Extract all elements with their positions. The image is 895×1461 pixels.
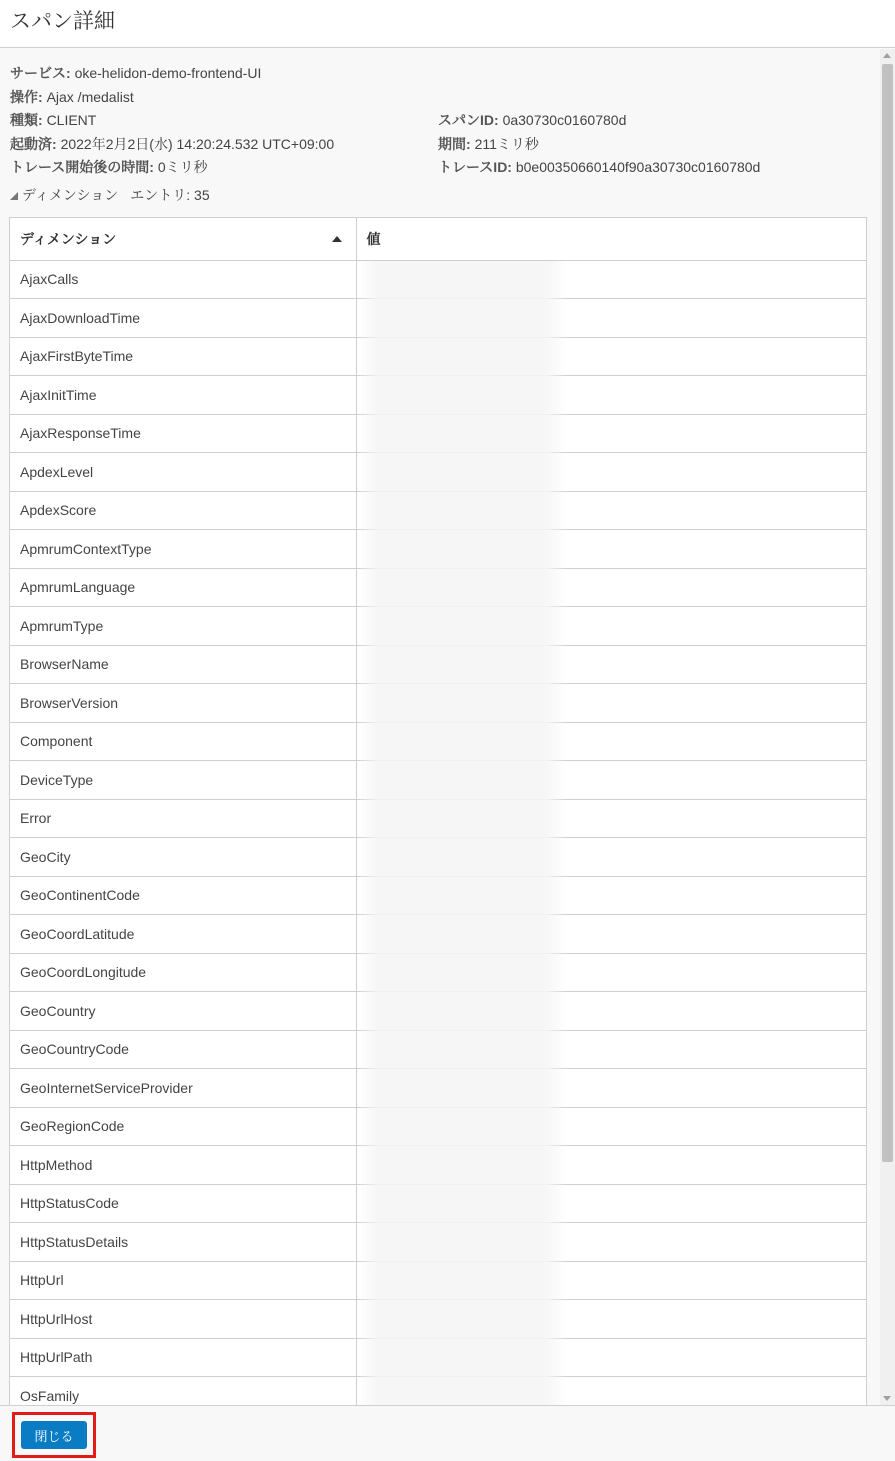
dimension-value-cell <box>356 799 866 838</box>
dialog-body[interactable] <box>0 49 880 1405</box>
dimension-name-cell: DeviceType <box>10 761 356 800</box>
dialog-title: スパン詳細 <box>10 10 115 33</box>
dimension-name-cell: BrowserName <box>10 645 356 684</box>
dimension-value-cell <box>356 1146 866 1185</box>
vertical-scrollbar[interactable] <box>880 49 895 1405</box>
scroll-up-arrow-icon[interactable] <box>883 53 891 58</box>
table-row <box>10 1261 866 1300</box>
dimension-value-cell <box>356 414 866 453</box>
entries-count: 35 <box>194 187 210 203</box>
dimension-value-cell <box>356 1338 866 1377</box>
dimension-value-cell <box>356 491 866 530</box>
dimension-value-cell <box>356 684 866 723</box>
dimension-value-cell <box>356 645 866 684</box>
table-row <box>10 1030 866 1069</box>
dimensions-table <box>9 217 867 1405</box>
dimension-name-cell: OsFamily <box>10 1377 356 1406</box>
entries-label: エントリ: <box>130 187 191 203</box>
dimension-value-cell <box>356 607 866 646</box>
table-row <box>10 607 866 646</box>
span-id-label: スパンID: <box>438 112 499 128</box>
service-label: サービス: <box>10 65 71 81</box>
table-row <box>10 1146 866 1185</box>
dimension-name-cell: AjaxInitTime <box>10 376 356 415</box>
dimension-value-cell <box>356 761 866 800</box>
dimension-value-cell <box>356 992 866 1031</box>
dimension-name-cell: GeoCity <box>10 838 356 877</box>
dimension-name-cell: Component <box>10 722 356 761</box>
operation-value: Ajax /medalist <box>46 89 134 105</box>
dimension-name-cell: ApmrumLanguage <box>10 568 356 607</box>
service-line <box>10 63 261 83</box>
dimension-name-cell: ApdexScore <box>10 491 356 530</box>
dimension-value-cell <box>356 915 866 954</box>
dimension-name-cell: AjaxFirstByteTime <box>10 337 356 376</box>
dimension-value-cell <box>356 453 866 492</box>
table-row <box>10 953 866 992</box>
sort-ascending-icon[interactable] <box>332 236 342 242</box>
column-header-value-label: 値 <box>366 230 381 247</box>
dimension-value-cell <box>356 1377 866 1406</box>
dimension-name-cell: HttpMethod <box>10 1146 356 1185</box>
dimension-name-cell: Error <box>10 799 356 838</box>
dimension-name-cell: HttpUrlHost <box>10 1300 356 1339</box>
table-row <box>10 1377 866 1406</box>
table-row <box>10 1300 866 1339</box>
since-trace-label: トレース開始後の時間: <box>10 159 154 175</box>
column-header-dimension[interactable] <box>10 218 356 260</box>
operation-label: 操作: <box>10 89 43 105</box>
dimension-value-cell <box>356 568 866 607</box>
dimension-value-cell <box>356 1184 866 1223</box>
table-row <box>10 453 866 492</box>
dimension-value-cell <box>356 1069 866 1108</box>
duration-label: 期間: <box>438 136 471 152</box>
table-row <box>10 1223 866 1262</box>
span-id-line <box>438 110 626 130</box>
close-button-highlight <box>12 1412 96 1458</box>
dimension-name-cell: HttpUrlPath <box>10 1338 356 1377</box>
dimension-value-cell <box>356 1223 866 1262</box>
dimension-value-cell <box>356 838 866 877</box>
dimension-value-cell <box>356 260 866 299</box>
scrollbar-thumb[interactable] <box>882 64 893 1162</box>
scroll-down-arrow-icon[interactable] <box>883 1396 891 1401</box>
dimension-value-cell <box>356 1261 866 1300</box>
column-header-dimension-label: ディメンション <box>20 230 117 247</box>
dimension-name-cell: ApdexLevel <box>10 453 356 492</box>
table-row <box>10 838 866 877</box>
table-row <box>10 491 866 530</box>
dimension-name-cell: GeoInternetServiceProvider <box>10 1069 356 1108</box>
dimension-name-cell: GeoCountryCode <box>10 1030 356 1069</box>
dialog-footer <box>0 1405 895 1461</box>
dimension-value-cell <box>356 337 866 376</box>
dimension-value-cell <box>356 376 866 415</box>
collapse-triangle-icon <box>10 192 18 200</box>
table-row <box>10 299 866 338</box>
dimension-name-cell: ApmrumContextType <box>10 530 356 569</box>
started-line <box>10 134 334 154</box>
close-button[interactable]: 閉じる <box>21 1421 87 1449</box>
kind-value: CLIENT <box>46 112 97 128</box>
dimension-name-cell: GeoRegionCode <box>10 1107 356 1146</box>
table-row <box>10 1338 866 1377</box>
column-header-value[interactable] <box>356 218 866 260</box>
table-row <box>10 684 866 723</box>
dimensions-toggle-label: ディメンション <box>22 187 119 203</box>
service-value: oke-helidon-demo-frontend-UI <box>74 65 262 81</box>
table-row <box>10 645 866 684</box>
dimension-name-cell: GeoContinentCode <box>10 876 356 915</box>
dimension-name-cell: AjaxResponseTime <box>10 414 356 453</box>
duration-value: 211ミリ秒 <box>474 136 539 152</box>
table-row <box>10 992 866 1031</box>
span-id-value: 0a30730c0160780d <box>502 112 627 128</box>
dimensions-toggle[interactable] <box>10 185 210 205</box>
dimension-name-cell: HttpStatusCode <box>10 1184 356 1223</box>
dimension-value-cell <box>356 722 866 761</box>
dimension-value-cell <box>356 530 866 569</box>
since-trace-line <box>10 157 208 177</box>
started-label: 起動済: <box>10 136 57 152</box>
dimension-name-cell: AjaxDownloadTime <box>10 299 356 338</box>
duration-line <box>438 134 539 154</box>
table-row <box>10 876 866 915</box>
table-row <box>10 799 866 838</box>
since-trace-value: 0ミリ秒 <box>157 159 208 175</box>
dimension-name-cell: HttpStatusDetails <box>10 1223 356 1262</box>
dimension-value-cell <box>356 1300 866 1339</box>
table-row <box>10 260 866 299</box>
dimension-name-cell: BrowserVersion <box>10 684 356 723</box>
kind-label: 種類: <box>10 112 43 128</box>
table-row <box>10 1069 866 1108</box>
table-row <box>10 337 866 376</box>
table-row <box>10 1184 866 1223</box>
table-row <box>10 376 866 415</box>
table-row <box>10 530 866 569</box>
dimension-name-cell: ApmrumType <box>10 607 356 646</box>
operation-line <box>10 87 134 107</box>
dimension-value-cell <box>356 1107 866 1146</box>
dimension-name-cell: AjaxCalls <box>10 260 356 299</box>
dimension-value-cell <box>356 1030 866 1069</box>
dimension-value-cell <box>356 876 866 915</box>
table-row <box>10 568 866 607</box>
table-row <box>10 915 866 954</box>
started-value: 2022年2月2日(水) 14:20:24.532 UTC+09:00 <box>60 136 335 152</box>
dimension-value-cell <box>356 953 866 992</box>
trace-id-label: トレースID: <box>438 159 512 175</box>
dimension-name-cell: GeoCoordLatitude <box>10 915 356 954</box>
table-row <box>10 414 866 453</box>
dimension-name-cell: GeoCoordLongitude <box>10 953 356 992</box>
table-row <box>10 722 866 761</box>
kind-line <box>10 110 96 130</box>
table-row <box>10 1107 866 1146</box>
dimension-value-cell <box>356 299 866 338</box>
trace-id-line <box>438 157 760 177</box>
table-header-row <box>10 218 866 260</box>
dimension-name-cell: GeoCountry <box>10 992 356 1031</box>
table-row <box>10 761 866 800</box>
dialog-header <box>0 0 895 48</box>
trace-id-value: b0e00350660140f90a30730c0160780d <box>515 159 761 175</box>
dimension-name-cell: HttpUrl <box>10 1261 356 1300</box>
